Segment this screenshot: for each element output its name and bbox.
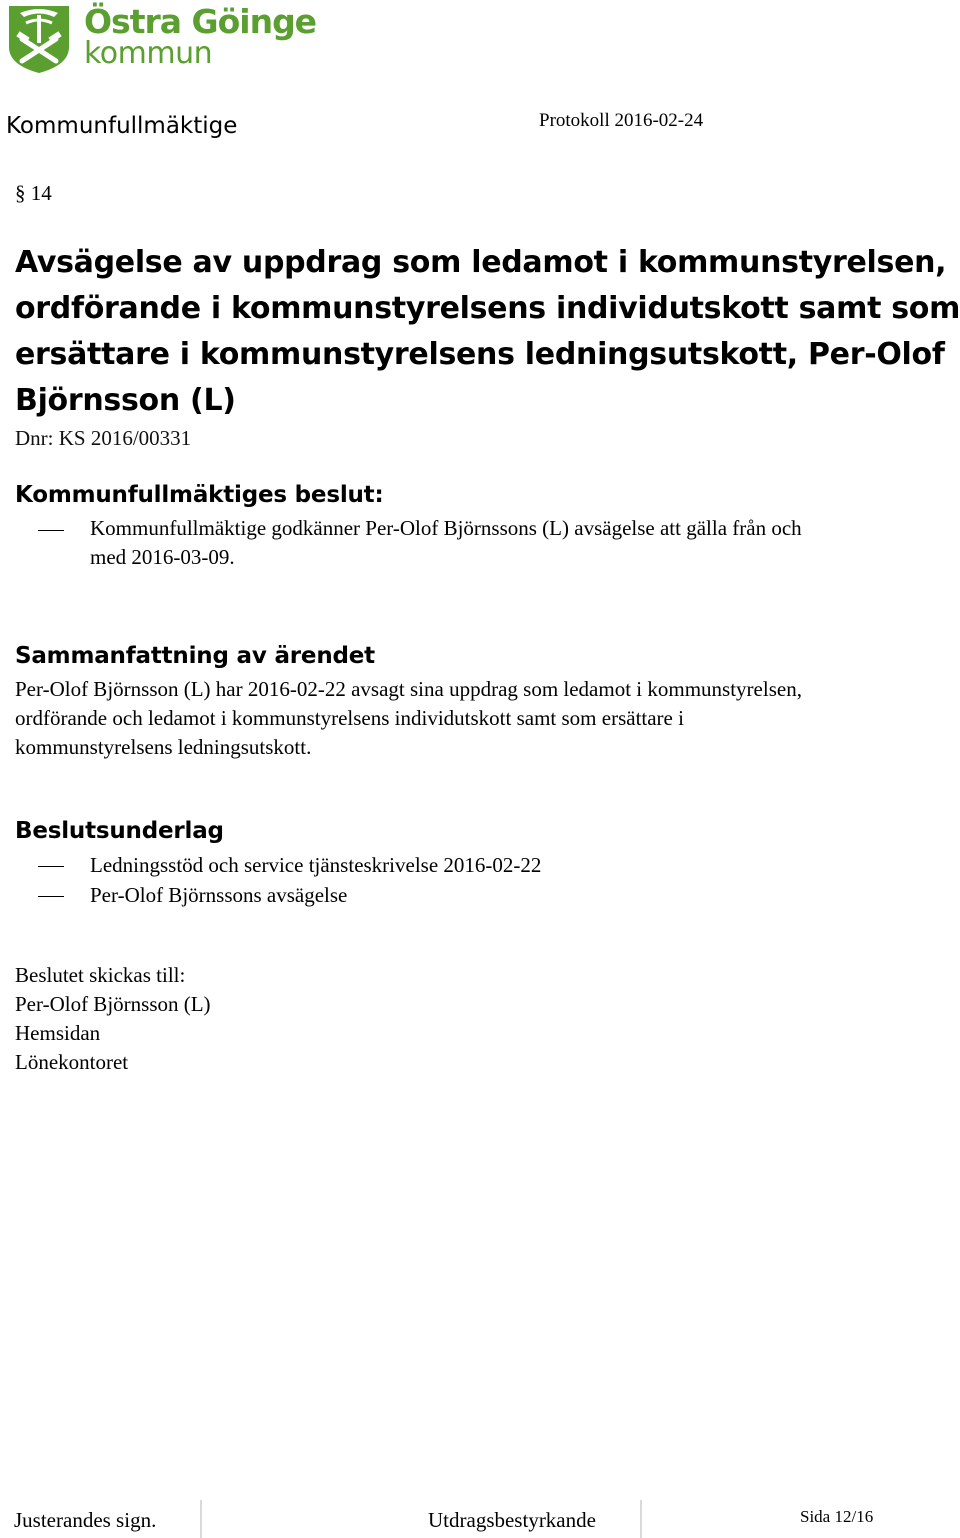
header-body-name: Kommunfullmäktige bbox=[6, 113, 238, 139]
distribution-recipient: Hemsidan bbox=[15, 1021, 101, 1045]
summary-text bbox=[15, 675, 960, 762]
header-protocol-date: Protokoll 2016-02-24 bbox=[539, 110, 704, 131]
distribution-label: Beslutet skickas till: bbox=[15, 963, 186, 987]
summary-line: Per-Olof Björnsson (L) har 2016-02-22 avsagt sina uppdrag som ledamot i kommunstyrelsen, bbox=[15, 677, 802, 701]
distribution-recipient: Per-Olof Björnsson (L) bbox=[15, 992, 211, 1016]
distribution-list bbox=[15, 961, 211, 1077]
summary-line: kommunstyrelsens ledningsutskott. bbox=[15, 735, 312, 759]
logo-wordmark: Östra Göinge bbox=[84, 2, 317, 41]
footer-page-number: Sida 12/16 bbox=[800, 1507, 874, 1526]
signature-box-divider bbox=[200, 1500, 202, 1538]
paragraph-number: § 14 bbox=[15, 181, 52, 205]
document-title bbox=[15, 240, 960, 424]
signature-box-divider bbox=[640, 1500, 642, 1538]
footer-extract-certification: Utdragsbestyrkande bbox=[428, 1508, 596, 1532]
decision-text-line: med 2016-03-09. bbox=[90, 545, 235, 569]
basis-item: Per-Olof Björnssons avsägelse bbox=[90, 883, 348, 907]
logo-subtitle: kommun bbox=[84, 36, 213, 71]
summary-line: ordförande och ledamot i kommunstyrelsens individutskott samt som ersättare i bbox=[15, 706, 684, 730]
decision-heading: Kommunfullmäktiges beslut: bbox=[15, 482, 384, 508]
case-number: Dnr: KS 2016/00331 bbox=[15, 426, 192, 450]
title-line: ersättare i kommunstyrelsens ledningsutskott, Per-Olof bbox=[15, 337, 945, 372]
title-line: ordförande i kommunstyrelsens individutskott samt som bbox=[15, 291, 960, 326]
decision-text-line: Kommunfullmäktige godkänner Per-Olof Björnssons (L) avsägelse att gälla från och bbox=[90, 516, 802, 540]
footer-adjusters-signature: Justerandes sign. bbox=[14, 1508, 157, 1532]
municipality-logo-emblem bbox=[6, 3, 72, 75]
dash-bullet bbox=[38, 896, 64, 897]
distribution-recipient: Lönekontoret bbox=[15, 1050, 129, 1074]
summary-heading: Sammanfattning av ärendet bbox=[15, 643, 375, 669]
title-line: Björnsson (L) bbox=[15, 383, 236, 418]
dash-bullet bbox=[38, 530, 64, 531]
title-line: Avsägelse av uppdrag som ledamot i kommunstyrelsen, bbox=[15, 245, 947, 280]
dash-bullet bbox=[38, 866, 64, 867]
basis-heading: Beslutsunderlag bbox=[15, 818, 224, 844]
basis-item: Ledningsstöd och service tjänsteskrivelse 2016-02-22 bbox=[90, 853, 542, 877]
